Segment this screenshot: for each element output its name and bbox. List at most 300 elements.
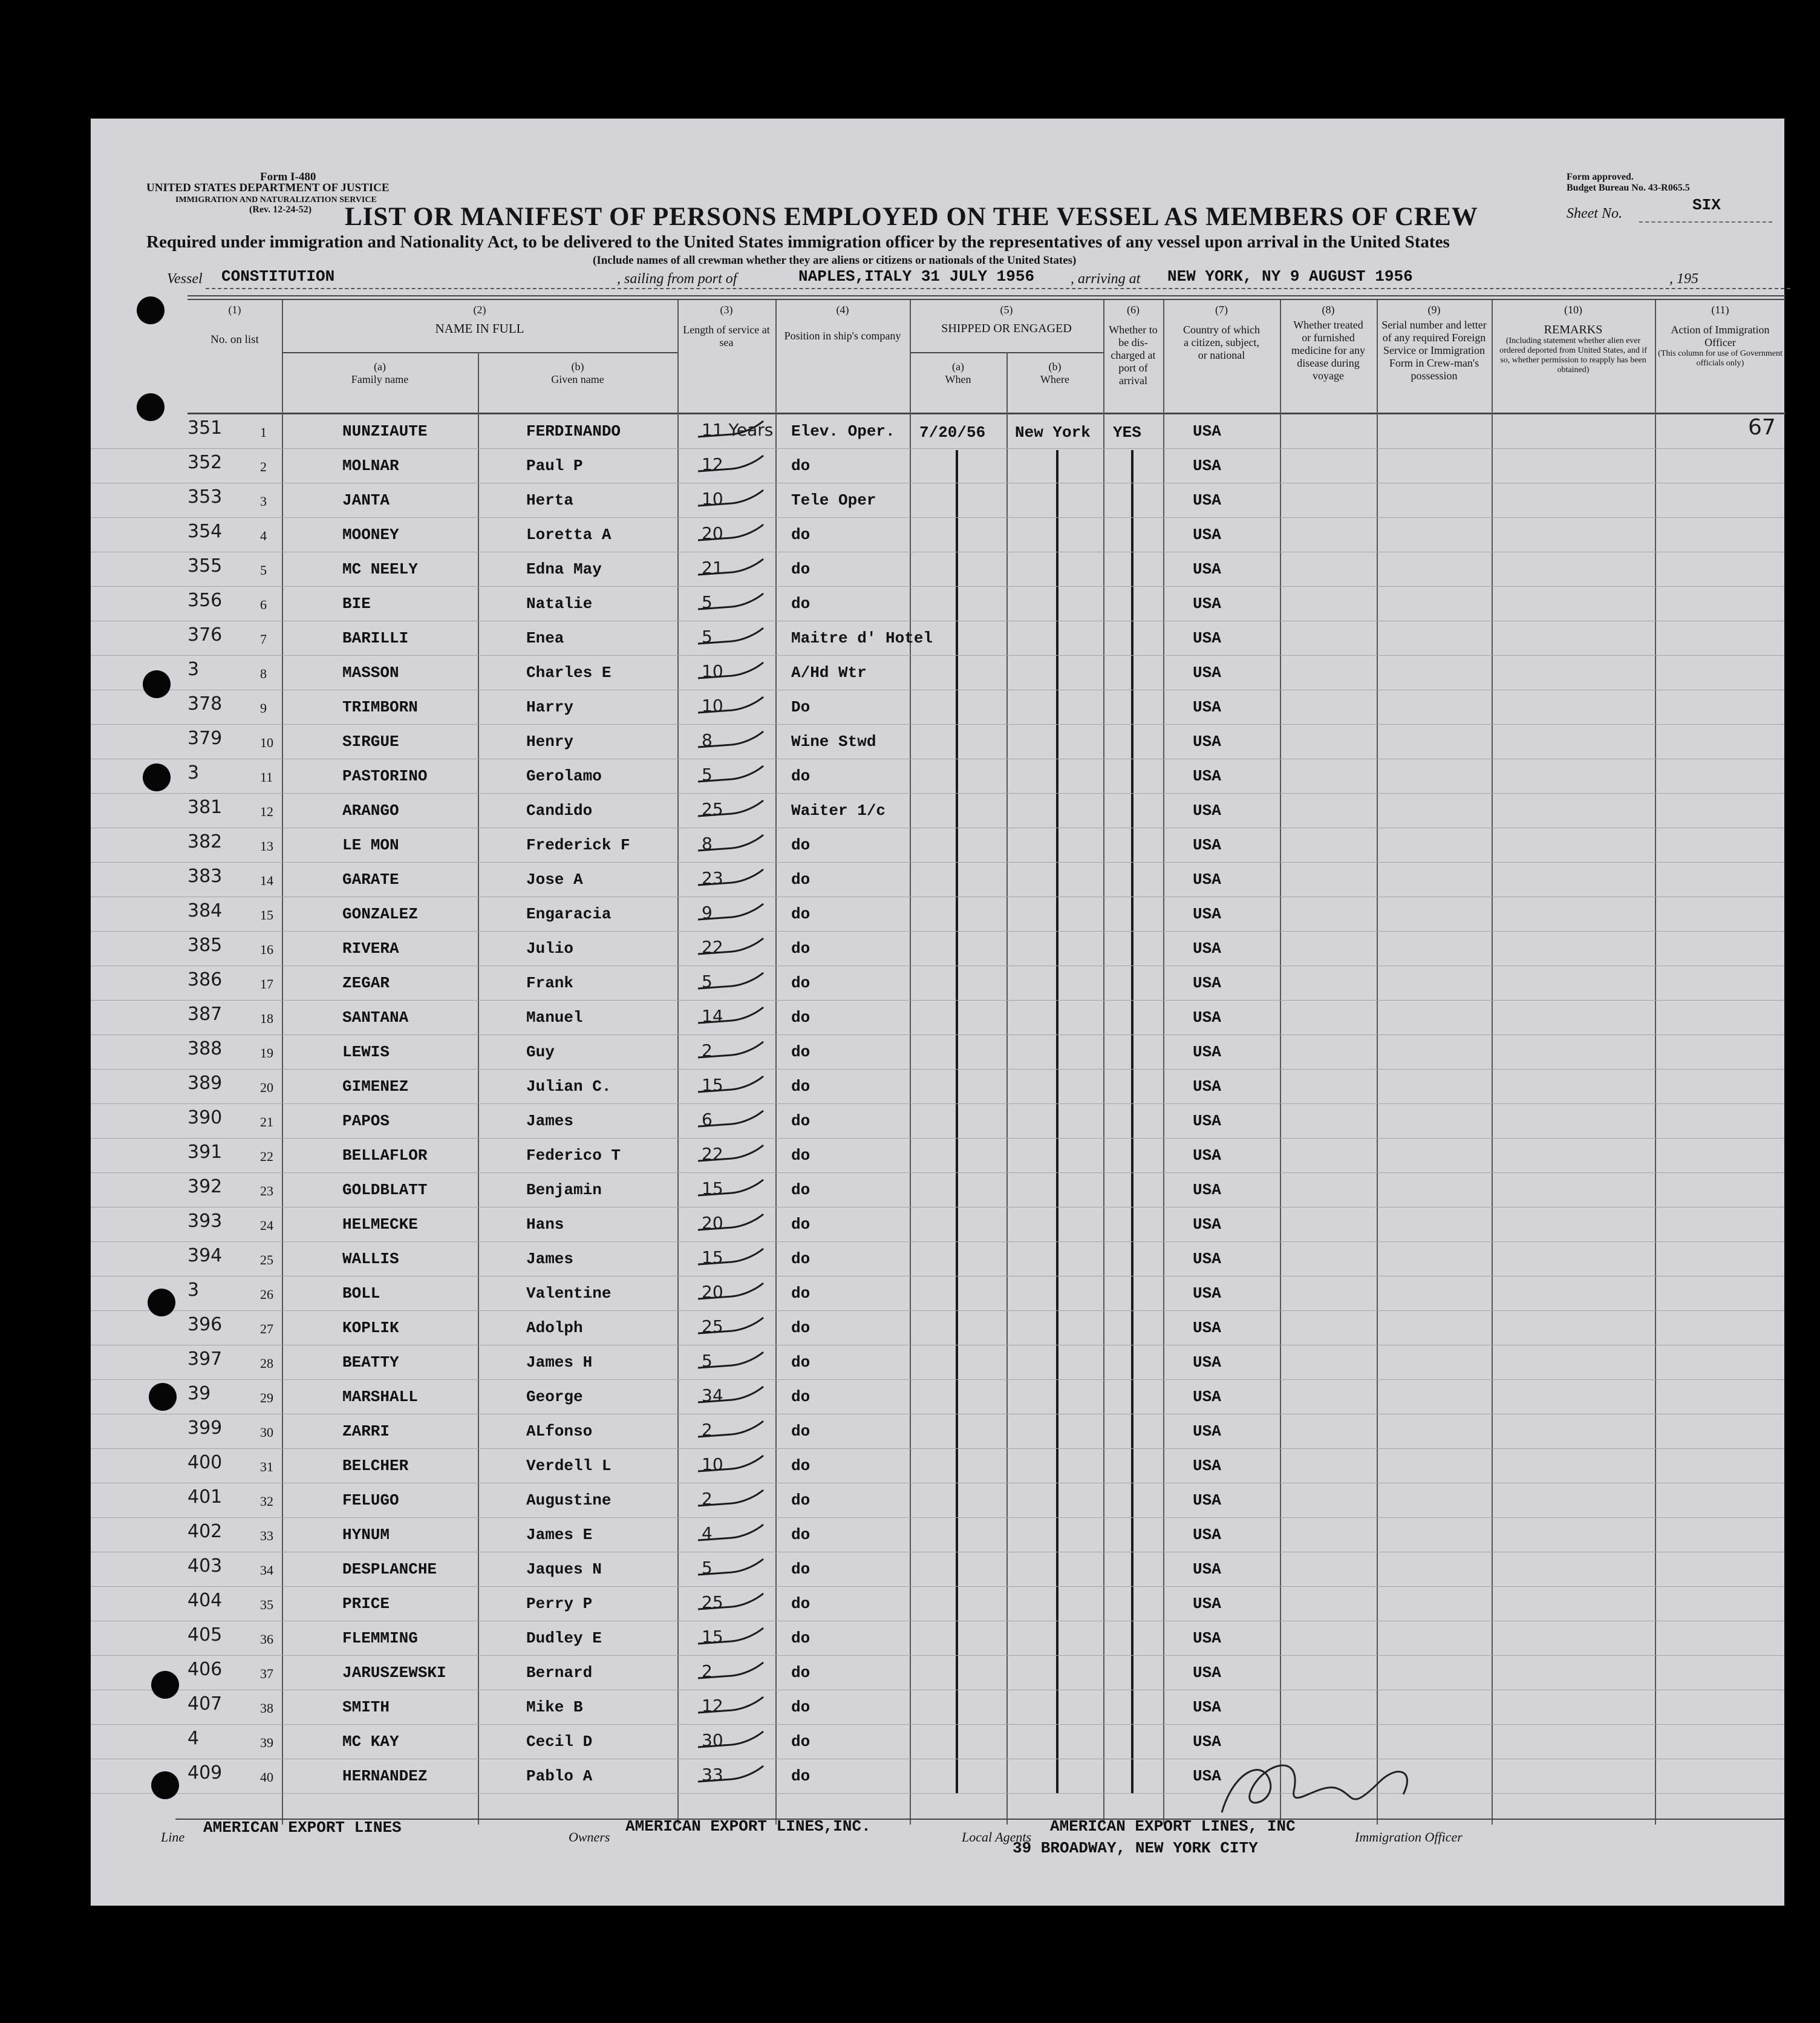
cell-fam: MOONEY [342, 526, 399, 544]
cell-hand: 393 [188, 1211, 223, 1232]
pen-check-mark [696, 832, 768, 857]
pen-check-mark [696, 488, 768, 512]
cell-giv: Dudley E [526, 1629, 602, 1647]
cell-pos: do [791, 767, 811, 785]
cell-cty: USA [1193, 733, 1221, 751]
pen-check-mark [696, 522, 768, 546]
cell-n: 38 [260, 1701, 273, 1716]
cell-n: 7 [260, 632, 267, 647]
cell-cty: USA [1193, 940, 1221, 958]
cell-n: 12 [260, 804, 273, 819]
form-approved: Form approved. [1567, 172, 1634, 182]
table-row [91, 448, 1784, 483]
cell-giv: James [526, 1112, 574, 1130]
pen-check-mark [696, 1350, 768, 1374]
cell-giv: Harry [526, 698, 574, 716]
cell-n: 19 [260, 1045, 273, 1061]
pen-check-mark [696, 1591, 768, 1615]
cell-len: 15 [702, 1627, 723, 1647]
table-row [91, 1448, 1784, 1483]
pen-check-mark [696, 1384, 768, 1408]
pen-check-mark [696, 970, 768, 995]
cell-hand: 407 [188, 1693, 223, 1714]
cell-fam: MASSON [342, 664, 399, 682]
cell-len: 25 [702, 1592, 723, 1612]
cell-n: 1 [260, 425, 267, 440]
table-row [91, 1276, 1784, 1311]
pen-check-mark [696, 1246, 768, 1270]
cell-pos: Maitre d' Hotel [791, 629, 933, 647]
cell-hand: 386 [188, 969, 223, 990]
cell-hand: 409 [188, 1762, 223, 1783]
cell-fam: WALLIS [342, 1250, 399, 1268]
cell-pos: do [791, 1629, 811, 1647]
cell-n: 31 [260, 1459, 273, 1474]
cell-pos: do [791, 1043, 811, 1061]
cell-hand: 376 [188, 624, 223, 645]
cell-hand: 351 [188, 417, 223, 439]
pen-check-mark [696, 798, 768, 822]
sailing-port-date: NAPLES,ITALY 31 JULY 1956 [798, 267, 1035, 286]
cell-pos: do [791, 1112, 811, 1130]
pen-check-mark [696, 1557, 768, 1581]
cell-n: 2 [260, 459, 267, 474]
cell-n: 22 [260, 1149, 273, 1164]
cell-hand: 401 [188, 1486, 223, 1508]
table-row [91, 724, 1784, 759]
cell-fam: GONZALEZ [342, 905, 418, 923]
cell-hand: 399 [188, 1417, 223, 1439]
shipped-where: New York [1015, 423, 1091, 442]
cell-giv: Loretta A [526, 526, 612, 544]
cell-fam: MARSHALL [342, 1388, 418, 1406]
table-row [91, 1345, 1784, 1380]
cell-hand: 378 [188, 693, 223, 714]
cell-cty: USA [1193, 1422, 1221, 1440]
cell-hand: 3 [188, 762, 200, 783]
cell-fam: GARATE [342, 871, 399, 889]
cell-n: 16 [260, 942, 273, 957]
cell-len: 34 [702, 1385, 723, 1405]
cell-len: 10 [702, 1454, 723, 1474]
cell-hand: 392 [188, 1176, 223, 1197]
cell-pos: do [791, 1077, 811, 1096]
cell-cty: USA [1193, 802, 1221, 820]
cell-cty: USA [1193, 1491, 1221, 1509]
col5b-header: (b) Where [1040, 361, 1069, 385]
table-row [91, 655, 1784, 690]
cell-n: 17 [260, 976, 273, 992]
pen-check-mark [696, 1315, 768, 1339]
cell-giv: Adolph [526, 1319, 583, 1337]
cell-n: 20 [260, 1080, 273, 1095]
cell-n: 13 [260, 838, 273, 854]
cell-giv: Enea [526, 629, 564, 647]
cell-hand: 385 [188, 935, 223, 956]
cell-len: 15 [702, 1247, 723, 1267]
punch-hole [148, 1289, 175, 1316]
cell-pos: do [791, 974, 811, 992]
cell-fam: BELCHER [342, 1457, 409, 1475]
cell-giv: James [526, 1250, 574, 1268]
vessel-name: CONSTITUTION [221, 267, 335, 286]
cell-pos: do [791, 1767, 811, 1785]
cell-giv: Cecil D [526, 1733, 593, 1751]
cell-fam: LE MON [342, 836, 399, 854]
cell-hand: 400 [188, 1452, 223, 1473]
cell-len: 15 [702, 1075, 723, 1095]
cell-pos: do [791, 1733, 811, 1751]
cell-pos: do [791, 457, 811, 475]
cell-giv: Charles E [526, 664, 612, 682]
cell-cty: USA [1193, 905, 1221, 923]
cell-len: 2 [702, 1661, 713, 1681]
cell-n: 24 [260, 1218, 273, 1233]
owners-value: AMERICAN EXPORT LINES,INC. [625, 1817, 871, 1835]
pen-check-mark [696, 1005, 768, 1029]
pen-check-mark [696, 660, 768, 684]
pen-check-mark [696, 694, 768, 719]
cell-hand: 381 [188, 797, 223, 818]
sailing-label: , sailing from port of [617, 271, 737, 287]
cell-giv: Jose A [526, 871, 583, 889]
cell-pos: Wine Stwd [791, 733, 876, 751]
cell-giv: Edna May [526, 560, 602, 578]
pen-check-mark [696, 1695, 768, 1719]
cell-giv: Pablo A [526, 1767, 593, 1785]
pen-check-mark [696, 936, 768, 960]
cell-n: 8 [260, 666, 267, 681]
cell-giv: George [526, 1388, 583, 1406]
cell-pos: do [791, 1491, 811, 1509]
cell-giv: Hans [526, 1215, 564, 1234]
col2b-header: (b) Given name [551, 361, 604, 385]
table-row [91, 1690, 1784, 1725]
cell-hand: 3 [188, 659, 200, 680]
cell-cty: USA [1193, 1181, 1221, 1199]
col9-header: (9) Serial number and letter of any required Foreign Service or Immigration Form in Crew-man's possession [1381, 304, 1487, 382]
punch-hole [143, 670, 171, 698]
cell-len: 5 [702, 1351, 713, 1371]
cell-len: 25 [702, 1316, 723, 1336]
table-row [91, 586, 1784, 621]
cell-giv: Bernard [526, 1664, 593, 1682]
manifest-title: LIST OR MANIFEST OF PERSONS EMPLOYED ON THE VESSEL AS MEMBERS OF CREW [345, 203, 1478, 231]
cell-fam: PAPOS [342, 1112, 390, 1130]
cell-len: 20 [702, 1282, 723, 1302]
cell-hand: 3 [188, 1279, 200, 1301]
cell-len: 20 [702, 523, 723, 543]
cell-pos: do [791, 1181, 811, 1199]
cell-cty: USA [1193, 836, 1221, 854]
cell-hand: 405 [188, 1624, 223, 1646]
cell-giv: Jaques N [526, 1560, 602, 1578]
table-row [91, 966, 1784, 1001]
pen-check-mark [696, 1626, 768, 1650]
cell-hand: 39 [188, 1383, 211, 1404]
cell-len: 10 [702, 489, 723, 509]
form-number: Form I-480 [260, 171, 316, 183]
arrival-port-date: NEW YORK, NY 9 AUGUST 1956 [1167, 267, 1413, 286]
cell-len: 12 [702, 1696, 723, 1716]
cell-fam: KOPLIK [342, 1319, 399, 1337]
officer-action-number: 67 [1748, 415, 1776, 440]
cell-n: 9 [260, 701, 267, 716]
cell-pos: do [791, 1560, 811, 1578]
cell-giv: Julio [526, 940, 574, 958]
cell-len: 4 [702, 1523, 713, 1543]
cell-giv: Julian C. [526, 1077, 612, 1096]
table-row [91, 1552, 1784, 1587]
cell-cty: USA [1193, 457, 1221, 475]
cell-n: 35 [260, 1597, 273, 1612]
manifest-sheet [91, 119, 1784, 1906]
cell-pos: do [791, 1215, 811, 1234]
cell-fam: HYNUM [342, 1526, 390, 1544]
cell-giv: Perry P [526, 1595, 593, 1613]
table-row [91, 1759, 1784, 1794]
pen-check-mark [696, 729, 768, 753]
col5a-header: (a) When [945, 361, 971, 385]
punch-hole [151, 1671, 179, 1699]
cell-giv: James H [526, 1353, 593, 1371]
cell-n: 40 [260, 1770, 273, 1785]
cell-giv: FERDINANDO [526, 422, 621, 440]
cell-fam: BEATTY [342, 1353, 399, 1371]
table-row [91, 517, 1784, 552]
cell-fam: TRIMBORN [342, 698, 418, 716]
cell-n: 33 [260, 1528, 273, 1543]
cell-fam: HERNANDEZ [342, 1767, 428, 1785]
cell-fam: BIE [342, 595, 371, 613]
cell-len: 5 [702, 765, 713, 785]
cell-hand: 4 [188, 1728, 200, 1749]
cell-n: 15 [260, 907, 273, 923]
col5-header: (5) SHIPPED OR ENGAGED [941, 304, 1072, 335]
cell-hand: 388 [188, 1038, 223, 1059]
cell-giv: Augustine [526, 1491, 612, 1509]
cell-pos: do [791, 1422, 811, 1440]
col2-sub-rule [282, 352, 677, 353]
cell-cty: USA [1193, 526, 1221, 544]
cell-cty: USA [1193, 629, 1221, 647]
cell-giv: Henry [526, 733, 574, 751]
table-row [91, 1000, 1784, 1035]
cell-len: 20 [702, 1213, 723, 1233]
col2a-header: (a) Family name [351, 361, 409, 385]
cell-giv: Benjamin [526, 1181, 602, 1199]
table-row [91, 1414, 1784, 1449]
punch-hole [149, 1383, 177, 1411]
cell-fam: FLEMMING [342, 1629, 418, 1647]
col8-header: (8) Whether treated or furnished medicine for any disease during voyage [1291, 304, 1365, 382]
cell-giv: Mike B [526, 1698, 583, 1716]
cell-hand: 390 [188, 1107, 223, 1128]
cell-fam: BOLL [342, 1284, 380, 1302]
vessel-label: Vessel [167, 271, 203, 287]
col7-header: (7) Country of which a citizen, subject, or national [1183, 304, 1260, 361]
cell-hand: 382 [188, 831, 223, 852]
cell-cty: USA [1193, 1698, 1221, 1716]
cell-n: 30 [260, 1425, 273, 1440]
pen-check-mark [696, 453, 768, 477]
cell-fam: ZEGAR [342, 974, 390, 992]
cell-hand: 389 [188, 1073, 223, 1094]
pen-check-mark [696, 591, 768, 615]
cell-len: 11 Years [702, 420, 774, 440]
cell-len: 2 [702, 1489, 713, 1509]
sheet-label: Sheet No. [1567, 206, 1622, 221]
table-row [91, 897, 1784, 932]
cell-fam: ZARRI [342, 1422, 390, 1440]
table-row [91, 1138, 1784, 1173]
cell-len: 5 [702, 1558, 713, 1578]
cell-giv: Verdell L [526, 1457, 612, 1475]
cell-pos: do [791, 1146, 811, 1165]
cell-giv: Engaracia [526, 905, 612, 923]
cell-giv: Candido [526, 802, 593, 820]
agents-address: 39 BROADWAY, NEW YORK CITY [1013, 1839, 1258, 1857]
pen-check-mark [696, 557, 768, 581]
cell-len: 10 [702, 661, 723, 681]
cell-n: 25 [260, 1252, 273, 1267]
cell-cty: USA [1193, 491, 1221, 509]
cell-fam: GIMENEZ [342, 1077, 409, 1096]
cell-pos: Do [791, 698, 811, 716]
cell-n: 10 [260, 735, 273, 750]
cell-pos: do [791, 940, 811, 958]
table-row [91, 828, 1784, 863]
punch-hole [137, 393, 165, 421]
cell-fam: MC NEELY [342, 560, 418, 578]
cell-pos: Elev. Oper. [791, 422, 895, 440]
cell-giv: James E [526, 1526, 593, 1544]
officer-signature [1198, 1746, 1427, 1825]
cell-hand: 355 [188, 555, 223, 577]
cell-n: 34 [260, 1563, 273, 1578]
pen-check-mark [696, 1522, 768, 1546]
cell-cty: USA [1193, 698, 1221, 716]
cell-pos: do [791, 560, 811, 578]
cell-n: 11 [260, 770, 273, 785]
manifest-subtitle: Required under immigration and Nationality Act, to be delivered to the United States immigration officer by the representatives of any vessel upon arrival in the United States [146, 232, 1450, 252]
cell-len: 2 [702, 1420, 713, 1440]
cell-hand: 404 [188, 1590, 223, 1611]
table-row [91, 1034, 1784, 1070]
shipped-when: 7/20/56 [919, 423, 986, 442]
cell-giv: Manuel [526, 1008, 583, 1027]
owners-label: Owners [569, 1829, 610, 1845]
cell-pos: do [791, 1664, 811, 1682]
vessel-line-rule [206, 288, 1790, 289]
cell-len: 22 [702, 937, 723, 957]
col6-header: (6) Whether to be dis-charged at port of arrival [1109, 304, 1158, 387]
table-row [91, 1655, 1784, 1690]
cell-cty: USA [1193, 1767, 1221, 1785]
cell-n: 6 [260, 597, 267, 612]
cell-fam: PRICE [342, 1595, 390, 1613]
cell-hand: 402 [188, 1521, 223, 1542]
pen-check-mark [696, 901, 768, 926]
cell-cty: USA [1193, 1112, 1221, 1130]
cell-n: 5 [260, 563, 267, 578]
table-row [91, 552, 1784, 587]
cell-cty: USA [1193, 974, 1221, 992]
cell-cty: USA [1193, 1043, 1221, 1061]
budget-bureau: Budget Bureau No. 43-R065.5 [1567, 183, 1690, 193]
cell-fam: SANTANA [342, 1008, 409, 1027]
table-row [91, 1517, 1784, 1552]
cell-len: 14 [702, 1006, 723, 1026]
cell-pos: A/Hd Wtr [791, 664, 867, 682]
cell-cty: USA [1193, 1664, 1221, 1682]
cell-cty: USA [1193, 1284, 1221, 1302]
cell-len: 5 [702, 972, 713, 992]
table-row [91, 1241, 1784, 1276]
cell-hand: 354 [188, 521, 223, 542]
table-row [91, 862, 1784, 897]
cell-pos: do [791, 595, 811, 613]
pen-check-mark [696, 763, 768, 788]
cell-pos: do [791, 1284, 811, 1302]
pen-check-mark [696, 1108, 768, 1132]
table-row [91, 1379, 1784, 1414]
pen-check-mark [696, 1074, 768, 1098]
cell-n: 39 [260, 1735, 273, 1750]
table-row [91, 1069, 1784, 1104]
cell-fam: NUNZIAUTE [342, 422, 428, 440]
cell-fam: GOLDBLATT [342, 1181, 428, 1199]
line-value: AMERICAN EXPORT LINES [203, 1819, 402, 1837]
cell-cty: USA [1193, 871, 1221, 889]
form-revision: (Rev. 12-24-52) [249, 204, 312, 215]
cell-pos: do [791, 905, 811, 923]
cell-len: 8 [702, 730, 713, 750]
pen-check-mark [696, 1039, 768, 1064]
cell-fam: RIVERA [342, 940, 399, 958]
cell-fam: HELMECKE [342, 1215, 418, 1234]
cell-pos: do [791, 836, 811, 854]
cell-pos: do [791, 526, 811, 544]
cell-n: 4 [260, 528, 267, 543]
table-row [91, 1621, 1784, 1656]
col3-header: (3) Length of service at sea [683, 304, 770, 348]
table-row [91, 1724, 1784, 1759]
col10-header: (10) REMARKS (Including statement whether alien ever ordered deported from United States, and if so, whether permission to reapply has been obtained) [1499, 304, 1647, 374]
cell-cty: USA [1193, 1388, 1221, 1406]
cell-cty: USA [1193, 1629, 1221, 1647]
pen-check-mark [696, 1453, 768, 1477]
cell-cty: USA [1193, 1595, 1221, 1613]
cell-cty: USA [1193, 1319, 1221, 1337]
cell-cty: USA [1193, 1560, 1221, 1578]
pen-check-mark [696, 867, 768, 891]
cell-cty: USA [1193, 1353, 1221, 1371]
cell-cty: USA [1193, 1526, 1221, 1544]
cell-fam: PASTORINO [342, 767, 428, 785]
col1-header: (1) No. on list [210, 304, 259, 346]
cell-cty: USA [1193, 664, 1221, 682]
cell-hand: 397 [188, 1348, 223, 1370]
cell-hand: 379 [188, 728, 223, 749]
cell-hand: 356 [188, 590, 223, 611]
cell-pos: do [791, 1008, 811, 1027]
cell-n: 36 [260, 1632, 273, 1647]
sheet-underline [1639, 221, 1772, 223]
cell-giv: Paul P [526, 457, 583, 475]
cell-cty: USA [1193, 1008, 1221, 1027]
cell-fam: JANTA [342, 491, 390, 509]
